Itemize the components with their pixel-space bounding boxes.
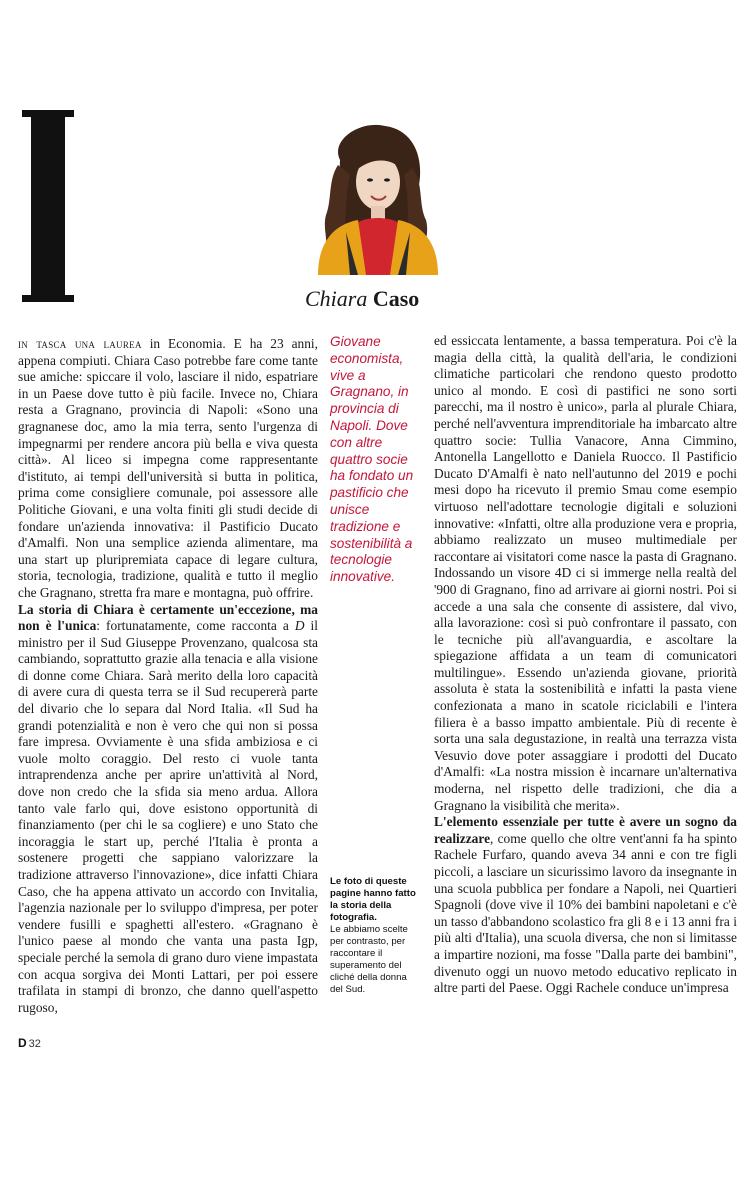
magazine-name: D [294,618,305,634]
article-column-1 [18,336,318,1016]
last-name: Caso [372,286,420,311]
paragraph-lead-bold: La storia di Chiara è certamente un'eccezione, ma non è l'unica [18,601,318,634]
portrait-illustration [300,120,452,275]
article-paragraph-4: L'elemento essenziale per tutte è avere un sogno da realizzare, come quello che oltre vent'anni fa ha spinto Rachele Furfaro, quando aveva 34 anni e con tre figli piccoli, a lasciare un sicurissimo lavoro da insegnante in una scuola pubblica per fondare a Napoli, nei Quartieri Spagnoli (dove vive il 10% dei bambini napoletani e c'è un tasso d'abbandono scolastico fra gli 8 e i 13 anni fra i più alti d'Italia), una scuola diversa, che non si limitasse a impartire nozioni, ma fosse "Dalla parte dei bambini", divenuto oggi un nuovo metodo educativo replicato in altre parti del Paese. Oggi Rachele conduce un'impresa [434,814,737,996]
first-name: Chiara [305,286,368,311]
article-column-3 [434,333,737,997]
person-name [305,286,419,312]
pull-quote: Giovane economista, vive a Gragnano, in provincia di Napoli. Dove con altre quattro socie ha fondato un pastificio che unisce tradizione e sostenibilità a tecnologie innovative. [330,334,414,585]
drop-cap [18,110,78,302]
article-paragraph-2: La storia di Chiara è certamente un'eccezione, ma non è l'unica: fortunatamente, come racconta a D il ministro per il Sud Giuseppe Provenzano, qualcosa sta cambiando, soprattutto grazie alla tenacia e alla visione di donne come Chiara. Sarà merito della loro capacità di avere cura di questa terra se il Sud recupererà parte del divario che lo separa dal Nord Italia. «Il Sud ha grandi potenzialità e non è vero che qui non si possa fare impresa. Ovviamente è una sfida ambiziosa e ci vuole molto coraggio. Del resto ci vuole tanta intraprendenza anche per aprire un'attività al Nord, dove non credo che la sfida sia meno ardua. Allora tanto vale farlo qui, dove esistono opportunità di finanziamento (per chi le sa cogliere) e uno Stato che incoraggia le start up, perché l'Italia è pronta a sostenere progetti che sappiano valorizzare la tradizione attraverso l'innovazione», dice infatti Chiara Caso, che ha appena attivato un accordo con Invitalia, l'agenzia nazionale per lo sviluppo d'impresa, per poter vendere fusilli e spaghetti all'estero. «Gragnano è l'unico paese al mondo che vanta una pasta Igp, speciale perché la semola di grano duro viene impastata con acqua sorgiva dei Monti Lattari, per poi essere trafilata in stampi di bronzo, che danno quell'aspetto rugoso, [18,601,318,1015]
photo-caption [330,876,420,996]
paragraph-lead-bold: L'elemento essenziale per tutte è avere un sogno da realizzare [434,814,737,846]
article-paragraph-3: ed essiccata lentamente, a bassa temperatura. Poi c'è la magia della città, la qualità dell'aria, le condizioni climatiche particolari che rendono questo prodotto unico al mondo. E così di pastifici ne sono sorti parecchi, ma il nostro è unico», parla al plurale Chiara, perché nell'avventura imprenditoriale ha imbarcato altre quattro socie: Tullia Vanacore, Anna Cimmino, Antonella Langellotto e Daniela Ruocco. Il Pastificio Ducato D'Amalfi è nato nell'autunno del 2019 e pochi mesi dopo ha ricevuto il premio Smau come esempio virtuoso nell'adottare tecnologie digitali e soluzioni innovative: «Infatti, oltre alla produzione vera e propria, abbiamo realizzato un museo multimediale per raccontare ai visitatori come nasce la pasta di Gragnano. Indossando un visore 4D ci si immerge nella realtà del '900 di Gragnano, fino ad arrivare ai giorni nostri. Poi si accede a una sala che consente di assistere, dal vivo, alla lavorazione: così si può confrontare il passato, con le tecniche più all'avanguardia, e ascoltare la spiegazione affidata a un team di comunicatori multilingue». Essendo un'azienda giovane, priorità assoluta è stata la sostenibilità e infatti la pasta viene confezionata a mano in scatole riciclabili e l'intera filiera è a basso impatto ambientale. Più di recente è sorta una sala degustazione, in realtà una terrazza vista Vesuvio dove poter assaggiare i prodotti del Ducato d'Amalfi: «La nostra mission è incarnare un'alternativa moderna, nel rispetto delle tradizioni, che dia a Gragnano la visibilità che merita». [434,333,737,813]
page-folio [18,1036,41,1050]
page-number: 32 [28,1038,41,1050]
caption-heading: Le foto di queste pagine hanno fatto la storia della fotografia. [330,876,416,923]
caption-body: Le abbiamo scelte per contrasto, per raccontare il superamento del cliché della donna del Sud. [330,924,408,995]
magazine-logo: D [18,1036,27,1050]
lead-in: in tasca una laurea [18,336,142,351]
article-paragraph-1: in tasca una laurea in Economia. E ha 23 anni, appena compiuti. Chiara Caso potrebbe fare come tante sue amiche: spiccare il volo, lasciare il nido, espatriare in un Paese dove tutto è più facile. Invece no, Chiara resta a Gragnano, provincia di Napoli: «Sono una gragnanese doc, amo la mia terra, sento l'urgenza di impegnarmi per rendere ancora più bella e viva questa città». Al liceo si impegna come rappresentante d'istituto, ai tempi dell'università si butta in politica, prima come consigliere comunale, poi assessore alle Politiche Giovani, e una volta finiti gli studi decide di fondare un'azienda innovativa: il Pastificio Ducato d'Amalfi. Non una semplice azienda alimentare, ma una start up pluripremiata capace di legare cultura, storia, tecnologia, tradizione, qualità e tutto il meglio che Gragnano, stretta fra mare e montagna, può offrire. [18,336,318,600]
